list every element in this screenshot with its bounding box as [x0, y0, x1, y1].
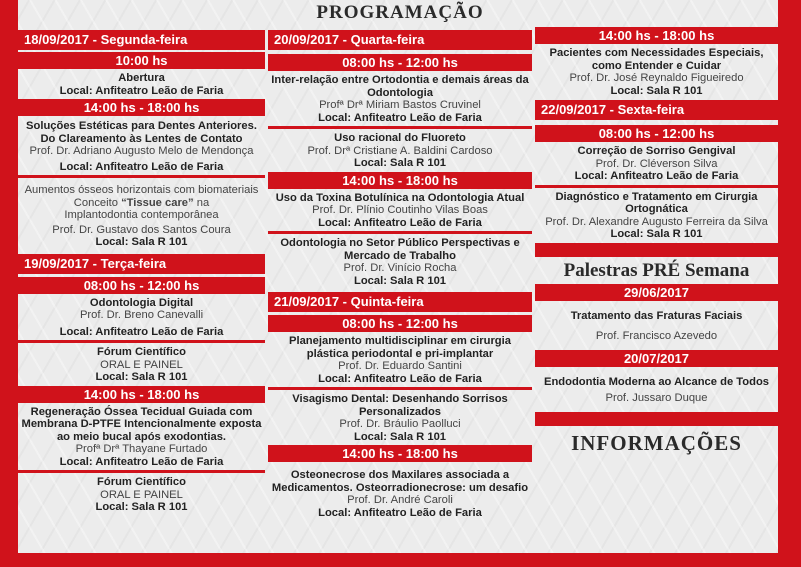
divider [18, 340, 265, 343]
time-slot: 14:00 hs - 18:00 hs [268, 172, 532, 189]
time-slot: 14:00 hs - 18:00 hs [18, 99, 265, 116]
session-block [268, 72, 532, 125]
session-block [535, 368, 778, 411]
session-block [268, 130, 532, 171]
session-speaker: Prof. Dr. Breno Canevalli [79, 309, 204, 321]
divider [18, 175, 265, 178]
time-slot: 14:00 hs - 18:00 hs [535, 27, 778, 44]
session-location: Local: Anfiteatro Leão de Faria [318, 111, 482, 124]
session-speaker: Prof. Dr. Eduardo Santini [338, 360, 462, 372]
session-title: Aumentos ósseos horizontais com biomateriais [24, 184, 259, 196]
session-location: Local: Anfiteatro Leão de Faria [59, 325, 224, 338]
session-title-part: Conceito [73, 196, 122, 209]
session-location: Local: Anfiteatro Leão de Faria [59, 84, 224, 97]
session-location: Local: Sala R 101 [95, 501, 188, 513]
session-title: Uso da Toxina Botulínica na Odontologia Atual [275, 191, 525, 204]
time-slot: 10:00 hs [18, 52, 265, 69]
session-title: Implantodontia contemporânea [64, 209, 219, 221]
session-title: Soluções Estéticas para Dentes Anteriores. Do Clareamento às Lentes de Contato [26, 120, 257, 145]
divider [18, 470, 265, 473]
session-block [535, 302, 778, 349]
session-location: Local: Anfiteatro Leão de Faria [318, 506, 482, 519]
session-block [18, 117, 265, 174]
session-location: Local: Anfiteatro Leão de Faria [318, 372, 482, 385]
session-title: Fórum Científico [97, 476, 186, 488]
session-location: Local: Anfiteatro Leão de Faria [318, 216, 482, 229]
session-block [268, 190, 532, 231]
session-title: Visagismo Dental: Desenhando Sorrisos Personalizados [292, 393, 508, 418]
session-block [18, 474, 265, 515]
time-slot: 08:00 hs - 12:00 hs [18, 277, 265, 294]
time-slot: 08:00 hs - 12:00 hs [535, 125, 778, 142]
session-location: Local: Sala R 101 [95, 371, 188, 383]
session-location: Local: Sala R 101 [610, 228, 703, 240]
session-block [535, 45, 778, 98]
session-speaker: Prof. Dr. Plínio Coutinho Vilas Boas [312, 204, 488, 216]
divider [268, 126, 532, 129]
info-heading: INFORMAÇÕES [571, 430, 742, 455]
session-title: Correção de Sorriso Gengival [577, 145, 736, 157]
session-location: Local: Anfiteatro Leão de Faria [59, 455, 224, 468]
session-speaker: Prof. Dr. Adriano Augusto Melo de Mendonça [29, 145, 254, 157]
session-block [268, 391, 532, 444]
divider [535, 243, 778, 257]
session-title: Fórum Científico [97, 346, 186, 358]
session-title: Endodontia Moderna ao Alcance de Todos [543, 375, 769, 388]
session-block [268, 235, 532, 288]
session-location: Local: Sala R 101 [610, 84, 703, 97]
session-speaker: Prof. Dr. Gustavo dos Santos Coura [52, 223, 231, 236]
session-title [20, 197, 263, 210]
session-subtitle: ORAL E PAINEL [100, 488, 183, 501]
session-location: Local: Sala R 101 [353, 274, 447, 287]
pre-week-heading: Palestras PRÉ Semana [563, 259, 750, 281]
session-title-emphasis: “Tissue care” [121, 196, 194, 209]
session-block [18, 344, 265, 385]
time-slot: 08:00 hs - 12:00 hs [268, 54, 532, 71]
session-block [18, 404, 265, 470]
session-speaker: Prof. Dr. Vinício Rocha [343, 262, 457, 274]
divider [268, 231, 532, 234]
session-location: Local: Anfiteatro Leão de Faria [574, 170, 739, 182]
session-block [18, 179, 265, 250]
session-block [268, 333, 532, 386]
session-title: Regeneração Óssea Tecidual Guiada com Membrana D-PTFE Intencionalmente exposta ao meio bucal após exodontias. [21, 405, 262, 443]
session-location: Local: Anfiteatro Leão de Faria [59, 160, 224, 173]
date-bar: 29/06/2017 [535, 284, 778, 301]
session-block [18, 295, 265, 340]
session-title: Odontologia Digital [89, 296, 194, 309]
session-subtitle: ORAL E PAINEL [100, 358, 183, 371]
divider [268, 387, 532, 390]
session-title: Pacientes com Necessidades Especiais, como Entender e Cuidar [549, 47, 764, 72]
session-title: Diagnóstico e Tratamento em Cirurgia Ortognática [555, 190, 758, 215]
day-header: 18/09/2017 - Segunda-feira [18, 30, 265, 50]
session-block [268, 463, 532, 520]
session-speaker: Prof. Dr. Bráulio Paolluci [339, 418, 461, 430]
day-header: 21/09/2017 - Quinta-feira [268, 292, 532, 312]
time-slot: 08:00 hs - 12:00 hs [268, 315, 532, 332]
session-title: Odontologia no Setor Público Perspectivas e Mercado de Trabalho [280, 237, 520, 262]
divider [535, 185, 778, 188]
column-wednesday-thursday [268, 28, 532, 520]
session-location: Local: Sala R 101 [353, 430, 447, 443]
session-block [535, 189, 778, 242]
time-slot: 14:00 hs - 18:00 hs [268, 445, 532, 462]
session-speaker: Profª Drª Thayane Furtado [75, 443, 208, 455]
session-title: Inter-relação entre Ortodontia e demais áreas da Odontologia [271, 74, 529, 99]
session-title: Uso racional do Fluoreto [334, 132, 466, 144]
session-title: Planejamento multidisciplinar em cirurgia plástica periodontal e pri-implantar [289, 335, 511, 360]
column-friday-info [535, 26, 778, 456]
session-block [18, 70, 265, 98]
session-speaker: Prof. Dr. Cléverson Silva [595, 157, 718, 170]
divider [535, 412, 778, 426]
session-title: Osteonecrose dos Maxilares associada a Medicamentos. Osteorradionecrose: um desafio [271, 469, 529, 494]
day-header: 20/09/2017 - Quarta-feira [268, 30, 532, 50]
session-speaker: Prof. Dr. Alexandre Augusto Ferreira da Silva [545, 215, 768, 228]
session-title: Abertura [118, 72, 165, 84]
session-speaker: Prof. Drª Cristiane A. Baldini Cardoso [307, 144, 493, 157]
day-header: 19/09/2017 - Terça-feira [18, 254, 265, 274]
column-monday-tuesday [18, 28, 265, 515]
session-title-part: na [193, 196, 210, 209]
session-location: Local: Sala R 101 [95, 236, 188, 248]
session-speaker: Prof. Dr. André Caroli [347, 494, 453, 506]
time-slot: 14:00 hs - 18:00 hs [18, 386, 265, 403]
date-bar: 20/07/2017 [535, 350, 778, 367]
day-header: 22/09/2017 - Sexta-feira [535, 100, 778, 120]
session-speaker: Profª Drª Miriam Bastos Cruvinel [319, 99, 481, 111]
session-speaker: Prof. Jussaro Duque [605, 392, 708, 404]
session-block [535, 143, 778, 184]
session-speaker: Prof. Dr. José Reynaldo Figueiredo [569, 72, 744, 84]
session-speaker: Prof. Francisco Azevedo [595, 330, 718, 342]
session-location: Local: Sala R 101 [353, 157, 447, 169]
page-title: PROGRAMAÇÃO [316, 2, 484, 23]
session-title: Tratamento das Fraturas Faciais [570, 309, 743, 322]
